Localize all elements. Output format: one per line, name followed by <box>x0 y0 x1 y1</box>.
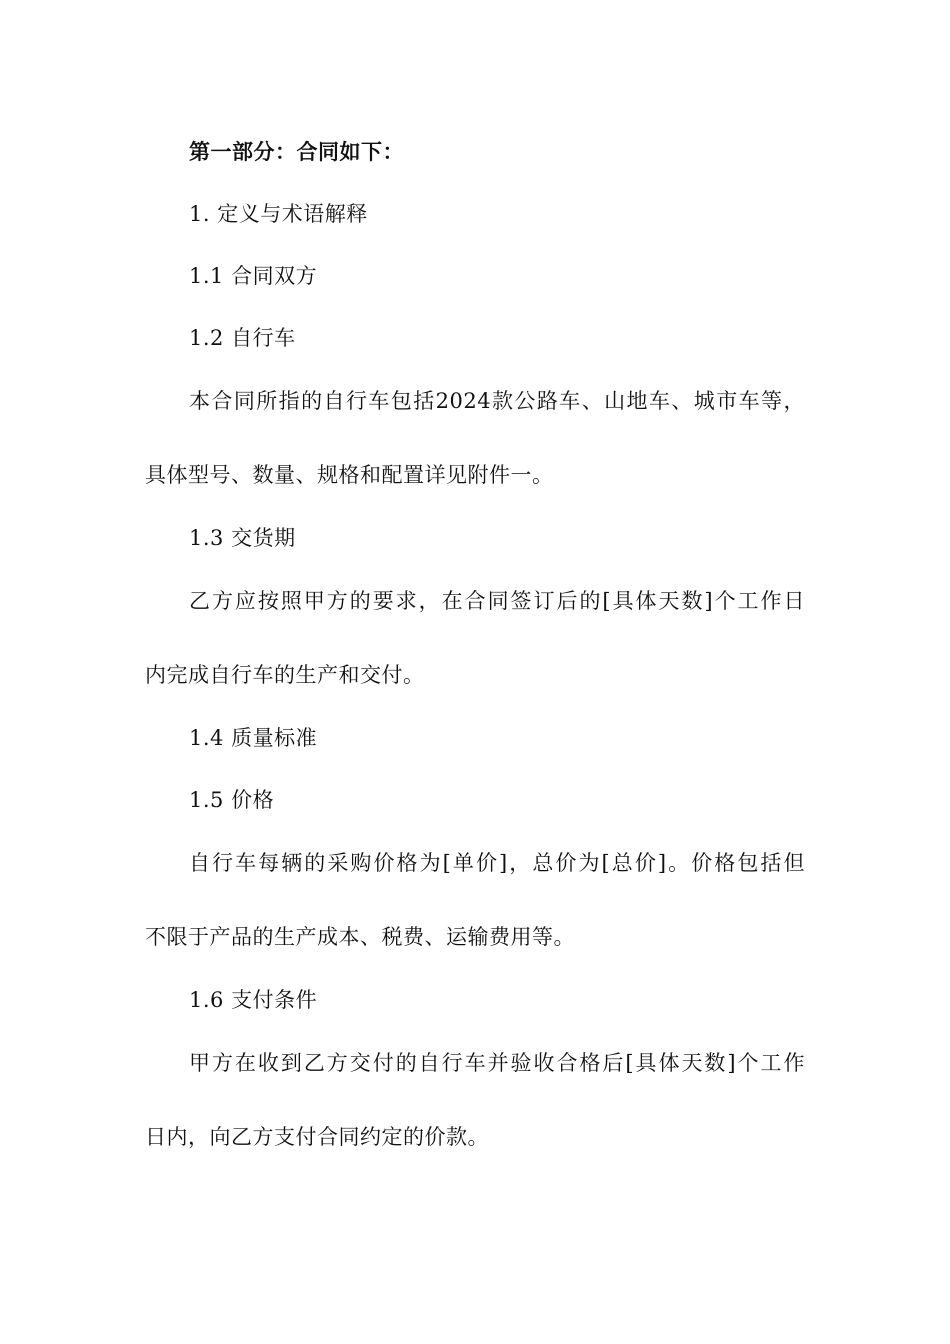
clause-1-2-title: 1.2 自行车 <box>189 326 296 350</box>
clause-1-1-title: 1.1 合同双方 <box>189 264 318 288</box>
clause-1-6-title: 1.6 支付条件 <box>189 988 318 1012</box>
clause-1-4-title: 1.4 质量标准 <box>189 726 318 750</box>
clause-1-5-title: 1.5 价格 <box>189 788 275 812</box>
section-heading: 第一部分：合同如下： <box>189 140 404 164</box>
clause-1-2-paragraph-line-2: 具体型号、数量、规格和配置详见附件一。 <box>145 463 554 487</box>
clause-1-title: 1. 定义与术语解释 <box>189 202 368 226</box>
clause-1-3-title: 1.3 交货期 <box>189 526 296 550</box>
clause-1-5-paragraph-line-1: 自行车每辆的采购价格为[单价]，总价为[总价]。价格包括但 <box>189 851 805 875</box>
clause-1-6-paragraph-line-1: 甲方在收到乙方交付的自行车并验收合格后[具体天数]个工作 <box>189 1051 805 1075</box>
clause-1-3-paragraph-line-2: 内完成自行车的生产和交付。 <box>145 663 425 687</box>
clause-1-6-paragraph-line-2: 日内，向乙方支付合同约定的价款。 <box>145 1125 489 1149</box>
clause-1-2-paragraph-line-1: 本合同所指的自行车包括2024款公路车、山地车、城市车等， <box>189 389 805 413</box>
clause-1-3-paragraph-line-1: 乙方应按照甲方的要求，在合同签订后的[具体天数]个工作日 <box>189 589 805 613</box>
clause-1-5-paragraph-line-2: 不限于产品的生产成本、税费、运输费用等。 <box>145 925 575 949</box>
